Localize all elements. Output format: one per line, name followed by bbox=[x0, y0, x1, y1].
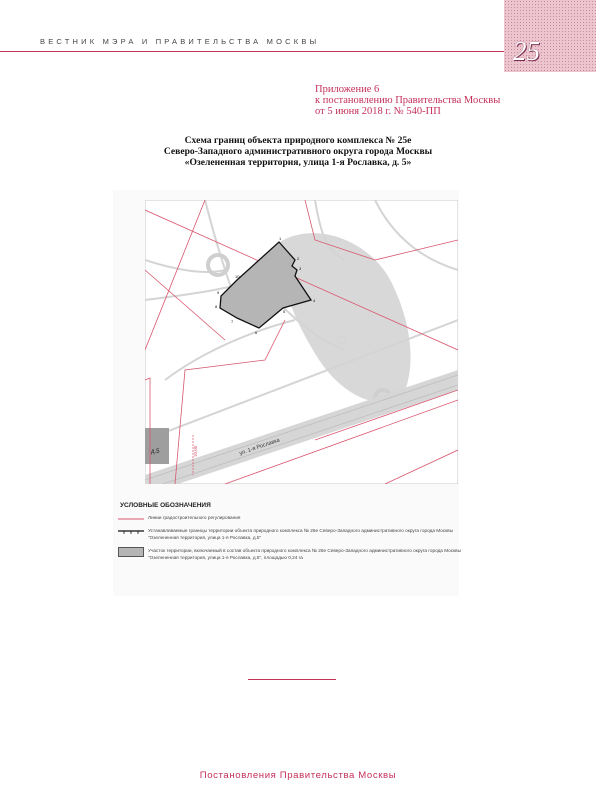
title-line-1: Схема границ объекта природного комплекса № 25е bbox=[184, 135, 412, 146]
legend-title: УСЛОВНЫЕ ОБОЗНАЧЕНИЯ bbox=[120, 502, 211, 509]
boundary-line-icon bbox=[118, 528, 144, 534]
title-line-2: Северо-Западного административного округа города Москвы bbox=[163, 146, 433, 157]
street-label: ул. 1-я Рославка bbox=[238, 437, 281, 457]
gray-fill-icon bbox=[118, 547, 144, 557]
header-rule bbox=[0, 51, 504, 52]
legend-item-label: Устанавливаемые границы территории объекта природного комплекса № 25е Северо-Западного административного округа города Москвы "Озелененная территория, улица 1-я Рославка, д.5" bbox=[148, 528, 454, 540]
svg-text:5: 5 bbox=[283, 309, 286, 314]
legend-item-label: Участок территории, включаемый в состав объекта природного комплекса № 25е Северо-Западного административного округа города Москвы "Озелененная территория, улица 1-я Рославка, д.5", площадью 0,24 га bbox=[148, 548, 462, 560]
document-title bbox=[0, 135, 596, 168]
appendix-line-2: к постановлению Правительства Москвы bbox=[315, 95, 501, 106]
page-number: 25 bbox=[513, 36, 540, 66]
footer-rule bbox=[248, 679, 336, 680]
dimension-label: 10,00 bbox=[193, 445, 198, 457]
svg-text:2: 2 bbox=[297, 256, 300, 261]
appendix-note bbox=[315, 84, 500, 117]
boundary-map bbox=[145, 200, 458, 484]
svg-text:4: 4 bbox=[313, 298, 316, 303]
legend-item-label: Линии градостроительного регулирования bbox=[148, 515, 241, 520]
building-5 bbox=[145, 428, 169, 464]
red-line-icon bbox=[118, 517, 144, 521]
appendix-line-1: Приложение 6 bbox=[315, 84, 380, 95]
svg-text:10: 10 bbox=[235, 274, 240, 279]
building-label: д.5 bbox=[151, 449, 160, 455]
svg-text:6: 6 bbox=[255, 330, 258, 335]
svg-text:8: 8 bbox=[215, 304, 218, 309]
footer-title: Постановления Правительства Москвы bbox=[199, 770, 397, 781]
journal-title: ВЕСТНИК МЭРА И ПРАВИТЕЛЬСТВА МОСКВЫ bbox=[40, 37, 320, 46]
svg-text:3: 3 bbox=[299, 266, 302, 271]
svg-text:1: 1 bbox=[279, 236, 282, 241]
svg-text:9: 9 bbox=[217, 290, 220, 295]
appendix-line-3: от 5 июня 2018 г. № 540-ПП bbox=[315, 106, 441, 117]
svg-text:7: 7 bbox=[231, 319, 234, 324]
title-line-3: «Озелененная территория, улица 1-я Рославка, д. 5» bbox=[184, 157, 412, 168]
